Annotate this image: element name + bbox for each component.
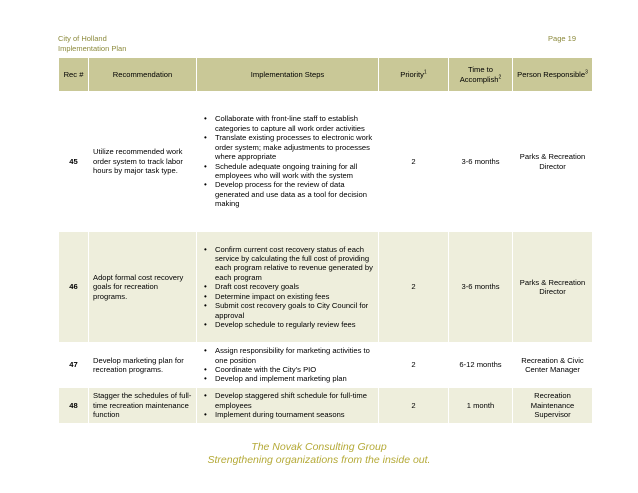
footer-tagline: Strengthening organizations from the inside out. [207, 454, 431, 466]
table-header-row [59, 58, 593, 92]
time-value: 3-6 months [449, 92, 513, 232]
step-item: • Develop process for the review of data generated and use data as a tool for decision making [201, 180, 374, 208]
implementation-table [58, 57, 593, 424]
col-header-rec: Rec # [59, 58, 89, 92]
recommendation-text: Utilize recommended work order system to track labor hours by major task type. [89, 92, 197, 232]
footnote-marker: 1 [423, 69, 427, 76]
page-footer [0, 441, 638, 467]
page-header-left [58, 34, 126, 54]
person-value: Parks & Recreation Director [513, 92, 593, 232]
time-value: 3-6 months [449, 232, 513, 343]
step-item: • Develop and implement marketing plan [201, 374, 374, 383]
step-item: • Determine impact on existing fees [201, 292, 374, 301]
recommendation-text: Stagger the schedules of full-time recreation maintenance function [89, 388, 197, 424]
steps-cell [197, 92, 379, 232]
priority-value: 2 [379, 232, 449, 343]
rec-number: 46 [59, 232, 89, 343]
step-item: • Draft cost recovery goals [201, 282, 374, 291]
table-row [59, 232, 593, 343]
rec-number: 45 [59, 92, 89, 232]
step-item: • Assign responsibility for marketing activities to one position [201, 346, 374, 365]
table-row [59, 388, 593, 424]
person-value: Recreation Maintenance Supervisor [513, 388, 593, 424]
rec-number: 47 [59, 343, 89, 388]
time-value: 1 month [449, 388, 513, 424]
table-row [59, 92, 593, 232]
page-number: Page 19 [548, 34, 576, 43]
step-item: • Confirm current cost recovery status of each service by calculating the full cost of providing each program relative to revenue generated by each program [201, 245, 374, 283]
step-item: • Schedule adequate ongoing training for all employees who will work with the system [201, 162, 374, 181]
step-item: • Coordinate with the City’s PIO [201, 365, 374, 374]
step-item: • Develop staggered shift schedule for full-time employees [201, 391, 374, 410]
step-item: • Submit cost recovery goals to City Council for approval [201, 301, 374, 320]
step-item: • Collaborate with front-line staff to establish categories to capture all work order activities [201, 114, 374, 133]
steps-cell [197, 388, 379, 424]
time-value: 6-12 months [449, 343, 513, 388]
steps-cell [197, 232, 379, 343]
col-header-person: Person Responsible$^3$ [513, 58, 593, 92]
table-row [59, 343, 593, 388]
rec-number: 48 [59, 388, 89, 424]
priority-value: 2 [379, 92, 449, 232]
recommendation-text: Develop marketing plan for recreation programs. [89, 343, 197, 388]
person-value: Recreation & Civic Center Manager [513, 343, 593, 388]
priority-value: 2 [379, 343, 449, 388]
footer-company: The Novak Consulting Group [251, 441, 387, 453]
col-header-time: Time to Accomplish$^2$ [449, 58, 513, 92]
col-header-recommendation: Recommendation [89, 58, 197, 92]
person-value: Parks & Recreation Director [513, 232, 593, 343]
header-doc-title: Implementation Plan [58, 44, 127, 53]
step-item: • Develop schedule to regularly review fees [201, 320, 374, 329]
footnote-marker: 2 [498, 73, 502, 80]
col-header-priority: Priority$^1$ [379, 58, 449, 92]
steps-cell [197, 343, 379, 388]
footnote-marker: 3 [585, 69, 588, 76]
header-org: City of Holland [58, 34, 107, 43]
recommendation-text: Adopt formal cost recovery goals for recreation programs. [89, 232, 197, 343]
col-header-steps: Implementation Steps [197, 58, 379, 92]
priority-value: 2 [379, 388, 449, 424]
step-item: • Implement during tournament seasons [201, 410, 374, 419]
step-item: • Translate existing processes to electronic work order system; make adjustments to processes where appropriate [201, 133, 374, 161]
